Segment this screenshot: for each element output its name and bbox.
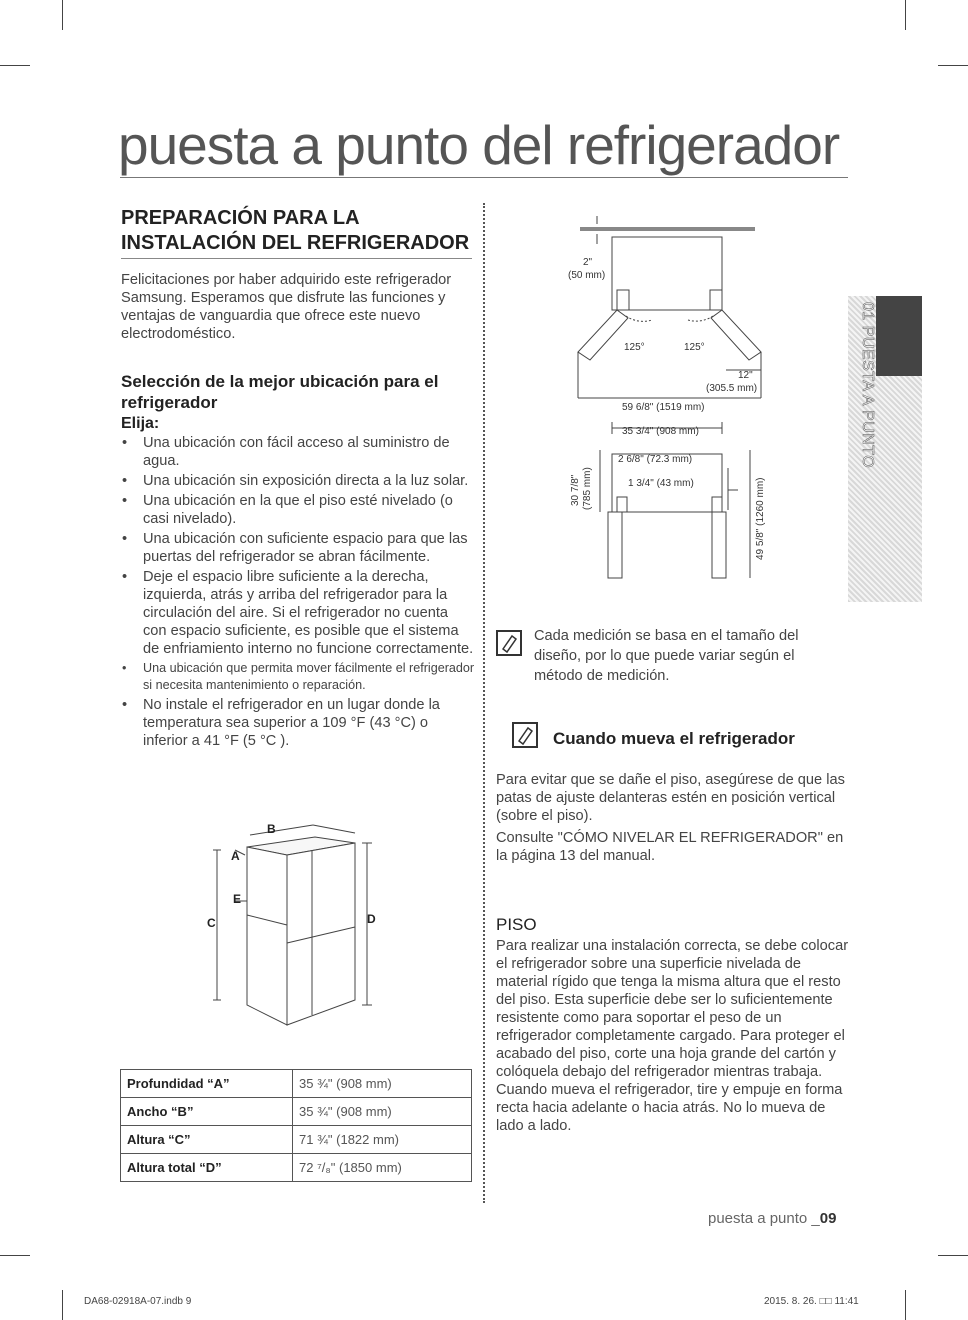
location-list [121,434,475,752]
full-depth-label: 49 5/8" (1260 mm) [755,477,766,560]
move-paragraph: Para evitar que se dañe el piso, asegúrese de que las patas de ajuste delanteras estén en posición vertical (sobre el piso). [496,772,845,824]
crop-mark [905,1290,906,1320]
angle-left-label: 125° [624,342,645,353]
list-item: • Una ubicación con fácil acceso al suministro de agua. [122,435,450,469]
table-row: Altura “C” 71 ¾" (1822 mm) [121,1126,472,1154]
intro-paragraph: Felicitaciones por haber adquirido este refrigerador Samsung. Esperamos que disfrute las funciones y ventajas de vanguardia que ofrece este nuevo electrodoméstico. [121,272,452,342]
title-underline [120,177,848,178]
label-b: B [267,822,276,836]
list-item: • Una ubicación que permita mover fácilmente el refrigerador si necesita mantenimiento o reparación. [122,661,475,692]
subheading: Selección de la mejor ubicación para el refrigerador [121,372,439,412]
note-text: Cada medición se basa en el tamaño del diseño, por lo que puede variar según el método de medición. [534,628,799,684]
width-label: 35 3/4" (908 mm) [622,426,699,437]
label-d: D [367,912,376,926]
table-row: Ancho “B” 35 ¾" (908 mm) [121,1098,472,1126]
table-row: Altura total “D” 72 ⁷/₈" (1850 mm) [121,1154,472,1182]
side-clear-label: 12" [738,370,753,381]
door-depth-label: 2 6/8" (72.3 mm) [618,454,693,465]
page-title: puesta a punto del refrigerador [118,114,840,176]
note-icon [496,630,522,656]
print-slug-right: 2015. 8. 26. □□ 11:41 [764,1296,859,1307]
crop-mark [62,1290,63,1320]
heading-rule [121,258,472,259]
crop-mark [938,65,968,66]
move-heading: Cuando mueva el refrigerador [553,729,795,748]
choose-label: Elija: [121,415,160,432]
gap-top-label: 2" [583,257,593,268]
angle-right-label: 125° [684,342,705,353]
clearance-diagram [560,210,780,585]
gap-top-mm-label: (50 mm) [568,270,606,281]
floor-heading: PISO [496,915,537,934]
note-icon [512,722,538,748]
crop-mark [0,1255,30,1256]
total-width-label: 59 6/8" (1519 mm) [622,402,705,413]
fridge-dimension-figure [195,815,395,1030]
list-item: • Una ubicación con suficiente espacio para que las puertas del refrigerador se abran fácilmente. [122,531,468,565]
list-item: • Deje el espacio libre suficiente a la derecha, izquierda, atrás y arriba del refrigerador para la circulación del aire. Si el refrigerador no cuenta con espacio suficiente, es posible que el sistema de enfriamiento interno no funcione correctamente. [122,569,474,657]
column-divider [483,203,485,1203]
chapter-tab-label: 01 PUESTA A PUNTO [859,302,876,469]
crop-mark [938,1255,968,1256]
label-c: C [207,916,216,930]
floor-paragraph: Para realizar una instalación correcta, se debe colocar el refrigerador sobre una superficie nivelada de material rígido que tenga la misma altura que el resto del piso. Esta superficie debe ser lo suficientemente resistente como para soportar el peso de un refrigerador completamente cargado. Para proteger el acabado del piso, corte una hoja grande del cartón y colóquela debajo del refrigerador mientras trabaja. Cuando mueva el refrigerador, tire y empuje en forma recta hacia adelante o hacia atrás. No lo mueva de lado a lado. [496,938,849,1134]
table-row: Profundidad “A” 35 ¾" (908 mm) [121,1070,472,1098]
list-item: • Una ubicación en la que el piso esté nivelado (o casi nivelado). [122,493,453,527]
page-footer: puesta a punto _09 [708,1210,837,1227]
label-e: E [233,892,242,906]
handle-label: 1 3/4" (43 mm) [628,478,694,489]
crop-mark [905,0,906,30]
move-reference: Consulte "CÓMO NIVELAR EL REFRIGERADOR" en la página 13 del manual. [496,830,844,864]
crop-mark [62,0,63,30]
depth-mm-label: (785 mm) [582,467,593,510]
label-a: A [231,849,240,863]
crop-mark [0,65,30,66]
list-item: • No instale el refrigerador en un lugar donde la temperatura sea superior a 109 °F (43 °C) o inferior a 41 °F (5 °C ). [122,697,440,749]
section-heading: PREPARACIÓN PARA LA INSTALACIÓN DEL REFRIGERADOR [121,207,470,254]
side-clear-mm-label: (305.5 mm) [706,383,758,394]
dimensions-table [120,1069,472,1182]
chapter-tab-dark [876,296,922,376]
depth-label: 30 7/8" [570,474,581,506]
list-item: • Una ubicación sin exposición directa a la luz solar. [122,473,469,489]
print-slug-left: DA68-02918A-07.indb 9 [84,1296,192,1307]
